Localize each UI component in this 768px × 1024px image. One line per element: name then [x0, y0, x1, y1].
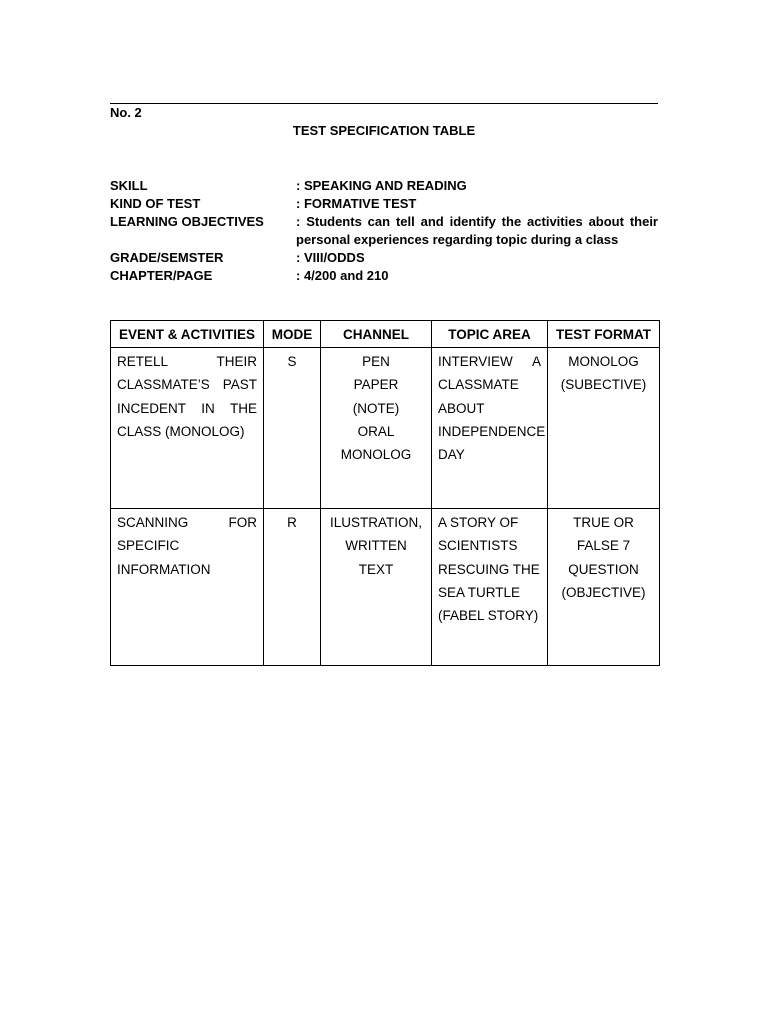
cell-line: (FABEL STORY) — [438, 608, 539, 624]
cell-line: MONOLOG — [568, 354, 639, 369]
topic-cell — [432, 348, 548, 509]
meta-value: : 4/200 and 210 — [296, 268, 389, 283]
cell-line: MONOLOG — [340, 447, 412, 463]
table-row — [111, 348, 660, 509]
cell-line: WRITTEN TEXT — [345, 538, 407, 577]
meta-value: : VIII/ODDS — [296, 250, 365, 265]
cell-line: INTERVIEW A — [438, 354, 541, 369]
column-header-mode: MODE — [264, 321, 321, 348]
cell-line: CLASS (MONOLOG) — [117, 423, 245, 439]
meta-chapter-page — [110, 267, 658, 285]
page-title: TEST SPECIFICATION TABLE — [292, 123, 476, 138]
meta-value: : Students can tell and identify the activities about their personal experiences regarding topic during a class — [296, 214, 658, 247]
document-number: No. 2 — [110, 105, 142, 120]
test-meta — [110, 177, 658, 285]
cell-line: SPECIFIC — [117, 538, 180, 554]
meta-skill — [110, 177, 658, 195]
meta-label: GRADE/SEMSTER — [110, 250, 224, 265]
cell-line: INDEPENDENCE — [438, 423, 546, 439]
column-header-event: EVENT & ACTIVITIES — [111, 321, 264, 348]
cell-line: ABOUT — [438, 400, 485, 416]
cell-line: A STORY OF — [438, 515, 519, 530]
channel-cell — [321, 348, 432, 509]
topic-cell — [432, 509, 548, 666]
mode-cell: S — [264, 348, 321, 509]
cell-line: QUESTION — [568, 561, 639, 577]
meta-value: : SPEAKING AND READING — [296, 178, 467, 193]
cell-line: PEN — [362, 354, 390, 369]
meta-learning-objectives — [110, 213, 658, 249]
cell-line: PAPER — [353, 377, 399, 393]
column-header-channel: CHANNEL — [321, 321, 432, 348]
event-cell — [111, 509, 264, 666]
cell-line: INFORMATION — [117, 561, 211, 577]
header-rule — [110, 103, 658, 104]
event-cell — [111, 348, 264, 509]
meta-label: KIND OF TEST — [110, 196, 201, 211]
meta-label: CHAPTER/PAGE — [110, 268, 213, 283]
meta-label: SKILL — [110, 178, 148, 193]
column-header-format: TEST FORMAT — [548, 321, 660, 348]
format-cell — [548, 509, 660, 666]
format-cell — [548, 348, 660, 509]
cell-line: RESCUING THE — [438, 561, 540, 577]
cell-line: SCANNING FOR — [117, 515, 257, 530]
cell-line: (OBJECTIVE) — [561, 584, 646, 600]
cell-line: SEA TURTLE — [438, 584, 521, 600]
meta-label: LEARNING OBJECTIVES — [110, 214, 264, 229]
meta-value: : FORMATIVE TEST — [296, 196, 417, 211]
cell-line: FALSE 7 — [576, 538, 631, 554]
cell-line: CLASSMATE’S PAST — [117, 377, 257, 393]
cell-line: DAY — [438, 447, 465, 463]
cell-line: (NOTE) — [352, 400, 400, 416]
cell-line: INCEDENT IN THE — [117, 400, 257, 416]
mode-cell: R — [264, 509, 321, 666]
cell-line: RETELL THEIR — [117, 354, 257, 369]
table-row — [111, 509, 660, 666]
cell-line: ORAL — [357, 423, 395, 439]
table-header-row — [111, 321, 660, 348]
cell-line: CLASSMATE — [438, 377, 519, 393]
test-specification-table — [110, 320, 660, 666]
cell-line: (SUBECTIVE) — [560, 377, 647, 393]
channel-cell — [321, 509, 432, 666]
column-header-topic: TOPIC AREA — [432, 321, 548, 348]
meta-grade-semester — [110, 249, 658, 267]
cell-line: SCIENTISTS — [438, 538, 518, 554]
cell-line: TRUE OR — [573, 515, 634, 530]
cell-line: ILUSTRATION, — [329, 515, 422, 530]
meta-kind-of-test — [110, 195, 658, 213]
